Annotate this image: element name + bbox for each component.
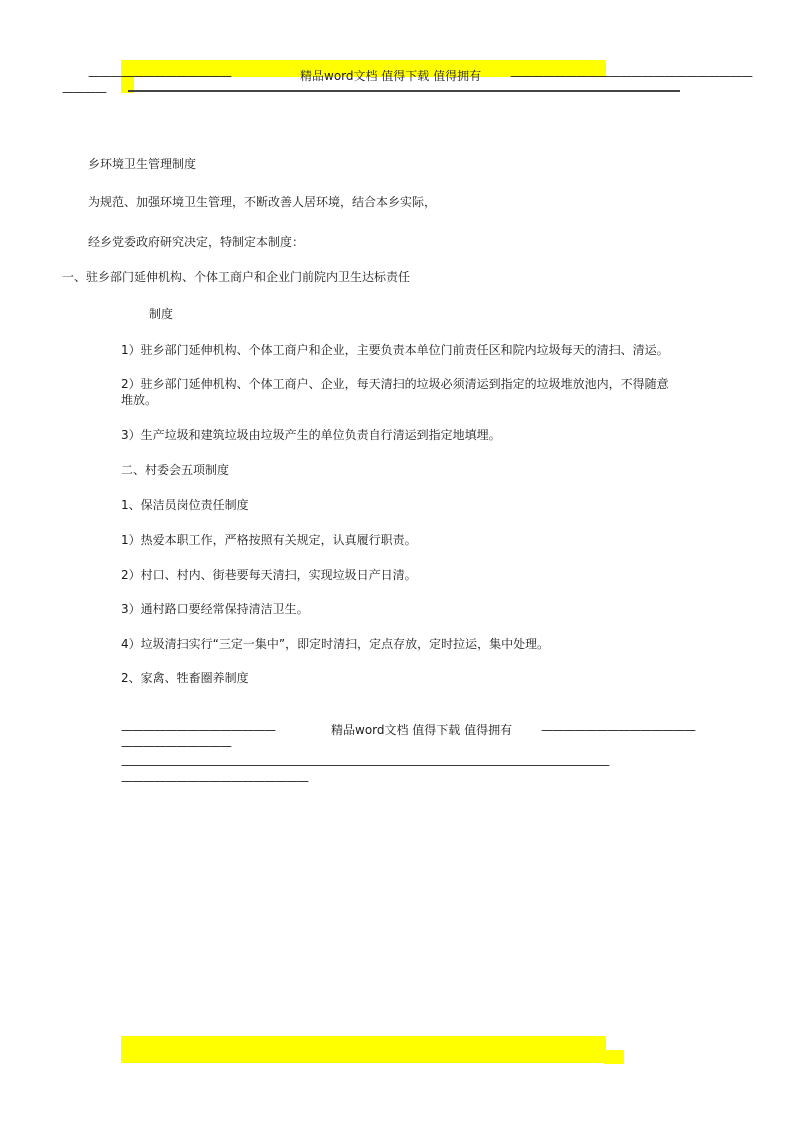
header-rule: [128, 90, 680, 92]
section-2-item-3: 3）通村路口要经常保持清洁卫生。: [121, 602, 309, 616]
section-2-subheading-1: 1、保洁员岗位责任制度: [121, 498, 249, 512]
section-2-item-4: 4）垃圾清扫实行“三定一集中”，即定时清扫，定点存放，定时拉运，集中处理。: [121, 637, 550, 651]
section-1-item-2-cont: 堆放。: [121, 393, 158, 407]
footer-banner: 精品word文档 值得下载 值得拥有: [331, 723, 513, 737]
header-dashes-wrap: ————: [62, 85, 106, 99]
footer-dashes-left: ——————————————: [121, 723, 275, 737]
section-2-subheading-2: 2、家禽、牲畜圈养制度: [121, 671, 249, 685]
header-dashes-right: ——————————————————————: [510, 69, 752, 83]
footer-dashes-right: ——————————————: [541, 723, 695, 737]
footer-dashes-line-3: ——————————————————————————————————————————————: [121, 758, 609, 772]
section-1-item-2: 2）驻乡部门延伸机构、个体工商户、企业，每天清扫的垃圾必须清运到指定的垃圾堆放池内，不得随意: [121, 377, 669, 391]
section-2-item-2: 2）村口、村内、街巷要每天清扫，实现垃圾日产日清。: [121, 568, 417, 582]
header-dashes-left: —————————————: [88, 69, 231, 83]
intro-line-1: 为规范、加强环境卫生管理，不断改善人居环境，结合本乡实际，: [88, 195, 437, 209]
section-1-heading: 一、驻乡部门延伸机构、个体工商户和企业门前院内卫生达标责任: [62, 270, 411, 284]
section-1-item-1: 1）驻乡部门延伸机构、个体工商户和企业，主要负责本单位门前责任区和院内垃圾每天的清扫、清运。: [121, 343, 669, 357]
section-2-item-1: 1）热爱本职工作，严格按照有关规定，认真履行职责。: [121, 533, 417, 547]
page-title: 乡环境卫生管理制度: [88, 157, 197, 171]
section-1-item-3: 3）生产垃圾和建筑垃圾由垃圾产生的单位负责自行清运到指定地填埋。: [121, 428, 501, 442]
intro-line-2: 经乡党委政府研究决定，特制定本制度：: [88, 235, 305, 249]
footer-dashes-line-2: ——————————: [121, 739, 231, 753]
header-banner: 精品word文档 值得下载 值得拥有: [300, 69, 482, 83]
footer-highlight-bar: [121, 1036, 606, 1063]
footer-highlight-tab: [604, 1050, 624, 1064]
section-2-heading: 二、村委会五项制度: [121, 463, 230, 477]
section-1-heading-cont: 制度: [149, 307, 174, 321]
footer-dashes-line-4: —————————————————: [121, 774, 308, 788]
